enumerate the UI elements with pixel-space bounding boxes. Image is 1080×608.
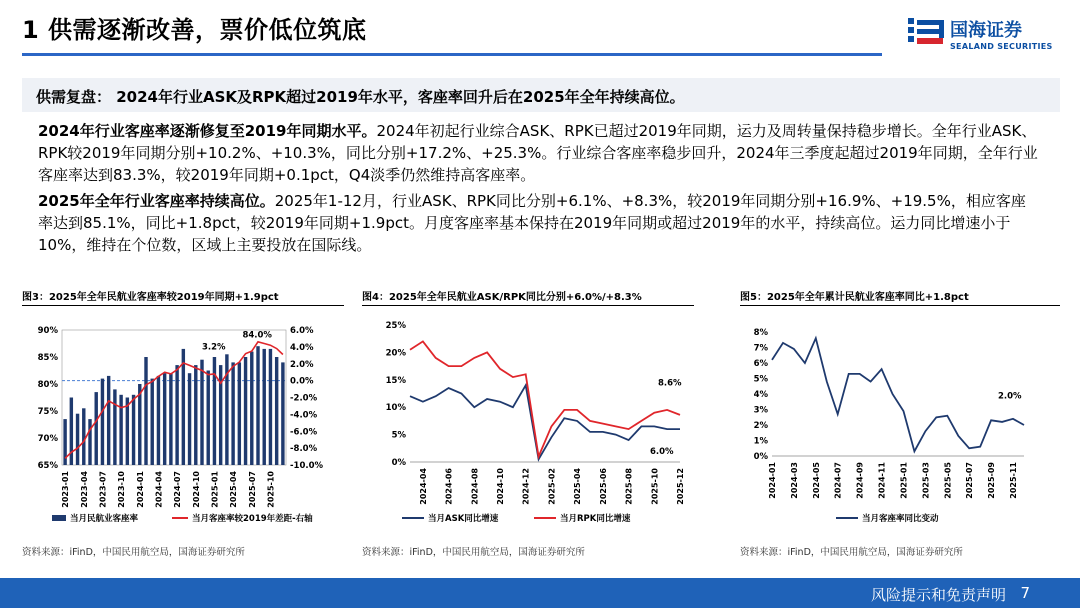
chart4-x-tick: 2024-12 [521,468,531,505]
chart3-left-tick: 90% [37,326,58,336]
paragraph-2-body: 2025年1-12月，行业ASK、RPK同比分别+6.1%、+8.3%，较2019年同期分别+16.9%、+19.5%，相应客座率达到85.1%，同比+1.8pct，较2019年同期+1.9pct。月度客座率基本保持在2019年同期或超过2019年的水平，持续高位。运力同比增速小于10%，维持在个位数，区域上主要投放在国际线。 [38,192,1026,254]
chart5-x-tick: 2025-01 [899,462,909,499]
chart3-x-tick: 2025-04 [229,471,239,508]
chart5-y-tick: 0% [753,452,768,462]
chart3-legend-bar-swatch [52,515,66,521]
header-rule [22,53,882,56]
chart4-x-tick: 2024-10 [496,468,505,505]
page-title: 1 供需逐渐改善，票价低位筑底 [22,16,367,44]
chart3-bar [95,392,98,465]
chart3-bar [182,349,185,465]
chart3-bar [269,349,272,465]
chart5-legend-label: 当月客座率同比变动 [862,514,939,524]
footer-bar [0,578,1080,608]
chart3-right-tick: -4.0% [290,410,318,421]
paragraph-1-lead: 2024年行业客座率逐渐修复至2019年同期水平。 [38,122,377,140]
chart3-x-tick: 2024-07 [173,471,183,508]
chart3-left-tick: 70% [37,434,58,444]
chart3-bar [70,398,73,466]
paragraph-2-lead: 2025年全年行业客座率持续高位。 [38,192,275,210]
chart5-annotation: 2.0% [998,391,1022,402]
chart3-bar [281,362,284,465]
chart3-bar [175,365,178,465]
chart4-y-tick: 10% [385,403,406,414]
chart3-bar [169,373,172,465]
chart3-rule [22,305,344,306]
chart3-bar [113,389,116,465]
chart3-x-tick: 2024-01 [135,471,145,508]
chart5-x-tick: 2024-03 [789,462,799,499]
chart3-title: 图3：2025年全年民航业客座率较2019年同期+1.9pct [22,292,279,303]
chart3-source: 资料来源：iFinD，中国民用航空局，国海证券研究所 [22,547,245,558]
chart3-bar [163,373,166,465]
chart5-x-tick: 2024-07 [833,462,843,499]
chart5-y-tick: 8% [753,328,768,338]
chart5-x-tick: 2024-05 [811,462,821,499]
company-logo [908,14,1058,62]
chart5-y-tick: 6% [753,359,768,369]
chart3-x-tick: 2023-04 [79,471,89,508]
footer-disclaimer[interactable]: 风险提示和免责声明 [870,586,1006,604]
chart3-x-tick: 2025-07 [247,471,257,508]
chart4-legend-ask-label: 当月ASK同比增速 [428,514,499,524]
chart5-x-tick: 2024-01 [768,462,777,499]
chart4-line-rpk [410,341,680,456]
chart3-left-tick: 80% [37,380,58,390]
chart3-right-tick: -2.0% [290,393,318,404]
chart3-legend-line-label: 当月客座率较2019年差距-右轴 [192,514,313,524]
chart4-annotation-ask: 6.0% [650,446,674,457]
chart3-right-tick: 4.0% [290,342,314,353]
chart3-bar [238,362,241,465]
chart3-bar [76,414,79,465]
chart5-x-tick: 2025-07 [965,462,975,499]
chart3-bar [88,419,91,465]
chart3-bar [82,408,85,465]
chart4-annotation-rpk: 8.6% [658,378,682,389]
chart4-y-tick: 25% [385,321,406,331]
chart5-y-tick: 5% [753,374,768,385]
chart3-bar [144,357,147,465]
chart3-bar [275,357,278,465]
chart4-x-tick: 2025-10 [650,468,660,505]
chart5-y-tick: 3% [753,405,768,416]
chart4-source: 资料来源：iFinD，中国民用航空局，国海证券研究所 [362,547,585,558]
chart5-rule [740,305,1060,306]
chart3-x-tick: 2025-01 [210,471,220,508]
chart3-bar [132,395,135,465]
chart3-right-tick: -6.0% [290,427,318,438]
chart4-legend-rpk-label: 当月RPK同比增速 [560,514,631,524]
chart3-annotation-mid: 3.2% [202,342,226,353]
chart3-bar [207,371,210,466]
chart4-x-tick: 2024-04 [418,468,428,505]
chart4-x-tick: 2025-08 [624,468,634,505]
chart3-x-tick: 2023-10 [117,471,127,508]
chart3-x-tick: 2024-10 [191,471,201,508]
chart3-bar [119,395,122,465]
chart5-source: 资料来源：iFinD，中国民用航空局，国海证券研究所 [740,547,963,558]
chart3-right-tick: -10.0% [290,461,324,471]
chart3-bar [250,352,253,465]
chart5-line [772,338,1024,451]
chart3-bar [231,362,234,465]
chart4-x-tick: 2025-12 [676,468,685,505]
chart5-x-tick: 2025-03 [921,462,931,499]
logo-cn-text: 国海证券 [950,20,1022,41]
chart3-bar [138,384,141,465]
chart3-x-tick: 2024-04 [154,471,164,508]
chart3-left-tick: 65% [37,461,58,471]
chart3-right-tick: 6.0% [290,326,314,336]
logo-icon [908,16,946,50]
logo-en-text: SEALAND SECURITIES [950,42,1053,51]
chart4-rule [362,305,694,306]
chart5-y-tick: 1% [753,436,768,447]
chart5-x-tick: 2025-05 [943,462,953,499]
chart3-bar [188,373,191,465]
chart4-y-tick: 20% [385,348,406,359]
chart4-svg [362,310,694,540]
summary-box [22,78,1060,112]
chart4-x-tick: 2025-04 [573,468,583,505]
paragraph-1 [38,120,1038,186]
chart5-x-tick: 2024-09 [855,462,865,499]
chart5-x-tick: 2025-09 [987,462,997,499]
chart5-x-tick: 2025-11 [1009,462,1019,499]
chart3-panel [22,288,344,568]
chart4-x-tick: 2024-06 [444,468,454,505]
chart5-title: 图5：2025年全年累计民航业客座率同比+1.8pct [740,292,969,303]
chart3-x-tick: 2023-07 [98,471,108,508]
chart3-svg [22,310,344,540]
chart4-x-tick: 2024-08 [470,468,480,505]
page-number: 7 [1020,584,1030,602]
chart3-annotation-top: 84.0% [242,330,272,341]
chart3-bar [151,379,154,465]
chart5-y-tick: 4% [753,390,768,400]
chart3-bar [107,376,110,465]
chart3-right-tick: 0.0% [290,376,314,387]
chart3-bar [194,365,197,465]
chart3-bar [225,354,228,465]
chart3-left-tick: 85% [37,353,58,363]
chart3-bar [256,346,259,465]
chart3-legend-bar-label: 当月民航业客座率 [70,514,139,524]
chart4-x-tick: 2025-06 [598,468,608,505]
summary-text: 供需复盘： 2024年行业ASK及RPK超过2019年水平，客座率回升后在2025年全年持续高位。 [36,88,685,106]
chart4-y-tick: 0% [391,458,406,468]
chart5-svg [740,310,1060,540]
chart5-panel [740,288,1060,568]
paragraph-2 [38,190,1038,256]
chart4-title: 图4：2025年全年民航业ASK/RPK同比分别+6.0%/+8.3% [362,292,642,303]
chart5-y-tick: 2% [753,421,768,431]
chart4-y-tick: 15% [385,375,406,386]
chart5-y-tick: 7% [753,343,768,354]
chart3-bar [200,360,203,465]
chart4-panel [362,288,694,568]
chart3-bar [126,398,129,466]
chart3-x-tick: 2025-10 [266,471,276,508]
chart3-bar [101,379,104,465]
paragraph-1-body: 2024年初起行业综合ASK、RPK已超过2019年同期，运力及周转量保持稳步增长。全年行业ASK、RPK较2019年同期分别+10.2%、+10.3%，同比分别+17.2%、+25.3%。行业综合客座率稳步回升，2024年三季度起超过2019年同期，全年行业客座率达到83.3%，较2019年同期+0.1pct，Q4淡季仍然维持高客座率。 [38,122,1038,184]
chart4-y-tick: 5% [391,430,406,441]
chart3-right-tick: -8.0% [290,444,318,455]
chart3-left-tick: 75% [37,407,58,417]
chart4-x-tick: 2025-02 [547,468,557,505]
chart3-right-tick: 2.0% [290,359,314,370]
chart3-bar [244,357,247,465]
chart3-x-tick: 2023-01 [61,471,71,508]
chart5-x-tick: 2024-11 [877,462,887,499]
chart3-bar [263,349,266,465]
chart3-bar [157,376,160,465]
